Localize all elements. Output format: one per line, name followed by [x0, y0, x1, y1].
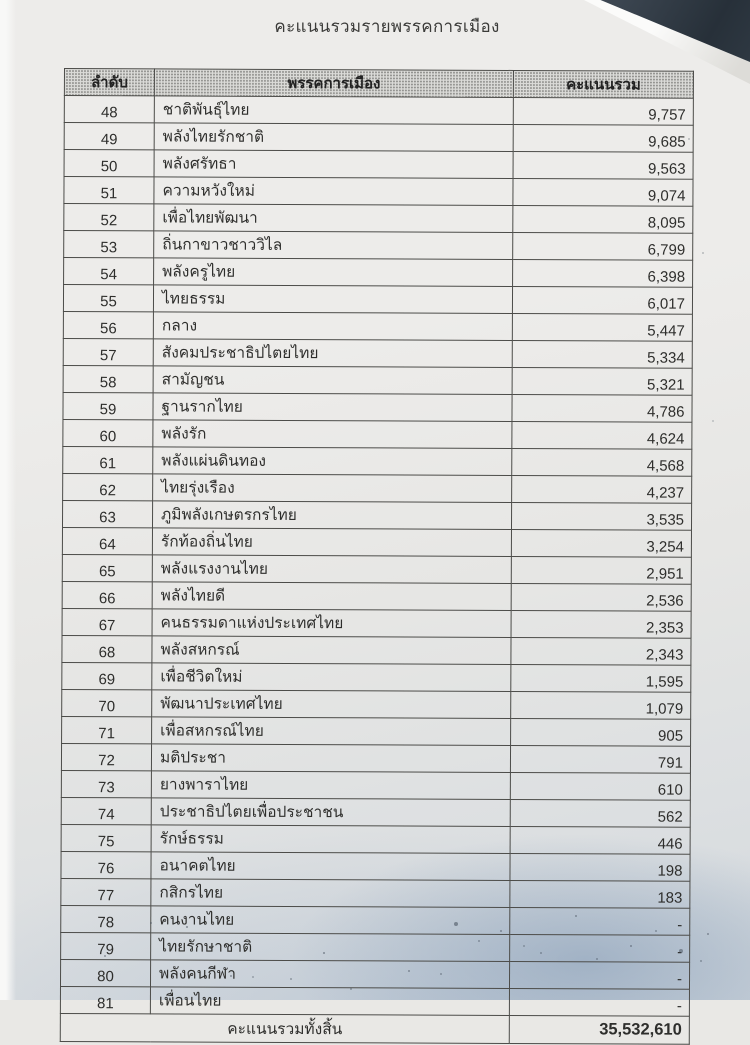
table-row — [60, 959, 689, 989]
party-name-cell: พลังแรงงานไทย — [152, 555, 511, 584]
score-cell: 9,685 — [513, 124, 693, 152]
table-row — [62, 527, 691, 557]
rank-cell: 53 — [64, 231, 154, 258]
rank-cell: 62 — [63, 473, 153, 500]
rank-cell: 54 — [64, 258, 154, 285]
score-cell: 791 — [510, 745, 690, 773]
table-row — [64, 258, 693, 288]
table-row — [63, 392, 692, 422]
table-row — [61, 905, 690, 935]
table-row — [64, 204, 693, 234]
rank-cell: 74 — [61, 797, 151, 824]
score-cell: 4,624 — [512, 421, 692, 449]
table-row — [61, 932, 690, 962]
score-cell: 9,757 — [513, 97, 693, 125]
table-row — [64, 123, 693, 153]
party-name-cell: เพื่อไทยพัฒนา — [154, 204, 513, 233]
party-name-cell: ฐานรากไทย — [153, 393, 512, 422]
party-name-cell: ไทยรักษาชาติ — [151, 933, 510, 962]
party-name-cell: รักษ์ธรรม — [151, 825, 510, 854]
table-row — [61, 878, 690, 908]
table-row — [64, 150, 693, 180]
score-cell: 9,563 — [513, 151, 693, 179]
score-cell: 4,568 — [512, 448, 692, 476]
score-cell: 183 — [510, 880, 690, 908]
rank-cell: 65 — [62, 554, 152, 581]
column-header-party: พรรคการเมือง — [154, 69, 513, 98]
score-cell: 2,536 — [511, 583, 691, 611]
rank-cell: 81 — [60, 986, 150, 1013]
rank-cell: 71 — [62, 716, 152, 743]
rank-cell: 69 — [62, 662, 152, 689]
party-name-cell: พลังศรัทธา — [154, 150, 513, 179]
rank-cell: 56 — [63, 311, 153, 338]
party-name-cell: กลาง — [153, 312, 512, 341]
rank-cell: 48 — [64, 96, 154, 123]
party-name-cell: ชาติพันธุ์ไทย — [154, 96, 513, 125]
rank-cell: 60 — [63, 419, 153, 446]
rank-cell: 79 — [61, 932, 151, 959]
score-cell: 1,595 — [511, 664, 691, 692]
score-cell: - — [509, 961, 689, 989]
party-name-cell: สามัญชน — [153, 366, 512, 395]
table-row — [61, 851, 690, 881]
column-header-rank: ลำดับ — [64, 69, 154, 96]
rank-cell: 80 — [60, 959, 150, 986]
score-cell: 4,237 — [512, 475, 692, 503]
score-cell: 8,095 — [513, 205, 693, 233]
party-name-cell: พลังรัก — [153, 420, 512, 449]
rank-cell: 75 — [61, 824, 151, 851]
rank-cell: 49 — [64, 123, 154, 150]
rank-cell: 50 — [64, 150, 154, 177]
score-cell: - — [509, 988, 689, 1016]
score-cell: 2,951 — [511, 556, 691, 584]
table-row — [63, 473, 692, 503]
table-row — [61, 770, 690, 800]
party-name-cell: เพื่อชีวิตใหม่ — [152, 663, 511, 692]
table-row — [64, 96, 693, 126]
party-name-cell: ภูมิพลังเกษตรกรไทย — [152, 501, 511, 530]
rank-cell: 72 — [61, 743, 151, 770]
table-row — [62, 581, 691, 611]
score-cell: 2,343 — [511, 637, 691, 665]
party-name-cell: พลังไทยรักชาติ — [154, 123, 513, 152]
party-name-cell: ความหวังใหม่ — [154, 177, 513, 206]
party-name-cell: ประชาธิปไตยเพื่อประชาชน — [151, 798, 510, 827]
page-title: คะแนนรวมรายพรรคการเมือง — [274, 17, 500, 36]
party-name-cell: พลังคนกีฬา — [150, 960, 509, 989]
party-name-cell: พลังสหกรณ์ — [152, 636, 511, 665]
rank-cell: 66 — [62, 581, 152, 608]
score-cell: 6,799 — [513, 232, 693, 260]
photocopy-noise — [0, 0, 2, 2]
grand-total-label: คะแนนรวมทั้งสิ้น — [60, 1013, 509, 1043]
table-header — [64, 69, 693, 99]
rank-cell: 61 — [63, 446, 153, 473]
score-cell: 5,321 — [512, 367, 692, 395]
rank-cell: 55 — [63, 285, 153, 312]
table-footer — [60, 1013, 689, 1044]
rank-cell: 57 — [63, 338, 153, 365]
score-cell: 6,017 — [512, 286, 692, 314]
table-row — [64, 177, 693, 207]
party-name-cell: คนงานไทย — [151, 906, 510, 935]
party-name-cell: พลังแผ่นดินทอง — [153, 447, 512, 476]
table-row — [63, 446, 692, 476]
header-row — [64, 69, 693, 99]
table-row — [62, 716, 691, 746]
party-scores-table — [60, 68, 694, 1045]
table-row — [63, 338, 692, 368]
rank-cell: 68 — [62, 635, 152, 662]
score-cell: 610 — [510, 772, 690, 800]
table-row — [61, 797, 690, 827]
party-name-cell: ถิ่นกาขาวชาววิไล — [154, 231, 513, 260]
party-name-cell: ไทยรุ่งเรือง — [153, 474, 512, 503]
rank-cell: 64 — [62, 527, 152, 554]
score-cell: 1,079 — [511, 691, 691, 719]
rank-cell: 63 — [62, 500, 152, 527]
score-cell: 562 — [510, 799, 690, 827]
rank-cell: 51 — [64, 177, 154, 204]
table-row — [62, 635, 691, 665]
table-row — [61, 824, 690, 854]
rank-cell: 76 — [61, 851, 151, 878]
table-row — [62, 554, 691, 584]
grand-total-value: 35,532,610 — [509, 1015, 689, 1044]
party-name-cell: มติประชา — [151, 744, 510, 773]
party-name-cell: สังคมประชาธิปไตยไทย — [153, 339, 512, 368]
table-row — [60, 986, 689, 1016]
party-name-cell: เพื่อสหกรณ์ไทย — [152, 717, 511, 746]
rank-cell: 52 — [64, 204, 154, 231]
table-row — [62, 689, 691, 719]
table-row — [62, 608, 691, 638]
party-name-cell: พลังไทยดี — [152, 582, 511, 611]
score-cell: 2,353 — [511, 610, 691, 638]
rank-cell: 78 — [61, 905, 151, 932]
table-row — [63, 419, 692, 449]
rank-cell: 73 — [61, 770, 151, 797]
party-name-cell: กสิกรไทย — [151, 879, 510, 908]
party-name-cell: พัฒนาประเทศไทย — [152, 690, 511, 719]
party-name-cell: ยางพาราไทย — [151, 771, 510, 800]
score-cell: 3,535 — [511, 502, 691, 530]
table-row — [64, 231, 693, 261]
column-header-score: คะแนนรวม — [513, 70, 693, 98]
party-name-cell: พลังครูไทย — [154, 258, 513, 287]
table-row — [62, 662, 691, 692]
table-row — [63, 311, 692, 341]
score-cell: - — [510, 907, 690, 935]
score-cell: 905 — [511, 718, 691, 746]
score-cell: 9,074 — [513, 178, 693, 206]
party-name-cell: คนธรรมดาแห่งประเทศไทย — [152, 609, 511, 638]
table-row — [63, 365, 692, 395]
party-name-cell: ไทยธรรม — [153, 285, 512, 314]
score-cell: - — [510, 934, 690, 962]
score-cell: 198 — [510, 853, 690, 881]
rank-cell: 59 — [63, 392, 153, 419]
rank-cell: 58 — [63, 365, 153, 392]
grand-total-row — [60, 1013, 689, 1044]
score-cell: 3,254 — [511, 529, 691, 557]
rank-cell: 67 — [62, 608, 152, 635]
rank-cell: 70 — [62, 689, 152, 716]
score-cell: 4,786 — [512, 394, 692, 422]
table-row — [62, 500, 691, 530]
table-row — [61, 743, 690, 773]
score-cell: 6,398 — [513, 259, 693, 287]
party-name-cell: อนาคตไทย — [151, 852, 510, 881]
rank-cell: 77 — [61, 878, 151, 905]
table-body — [60, 96, 693, 1017]
score-cell: 5,447 — [512, 313, 692, 341]
party-name-cell: เพื่อนไทย — [150, 987, 509, 1016]
party-name-cell: รักท้องถิ่นไทย — [152, 528, 511, 557]
table-row — [63, 285, 692, 315]
score-cell: 5,334 — [512, 340, 692, 368]
score-cell: 446 — [510, 826, 690, 854]
